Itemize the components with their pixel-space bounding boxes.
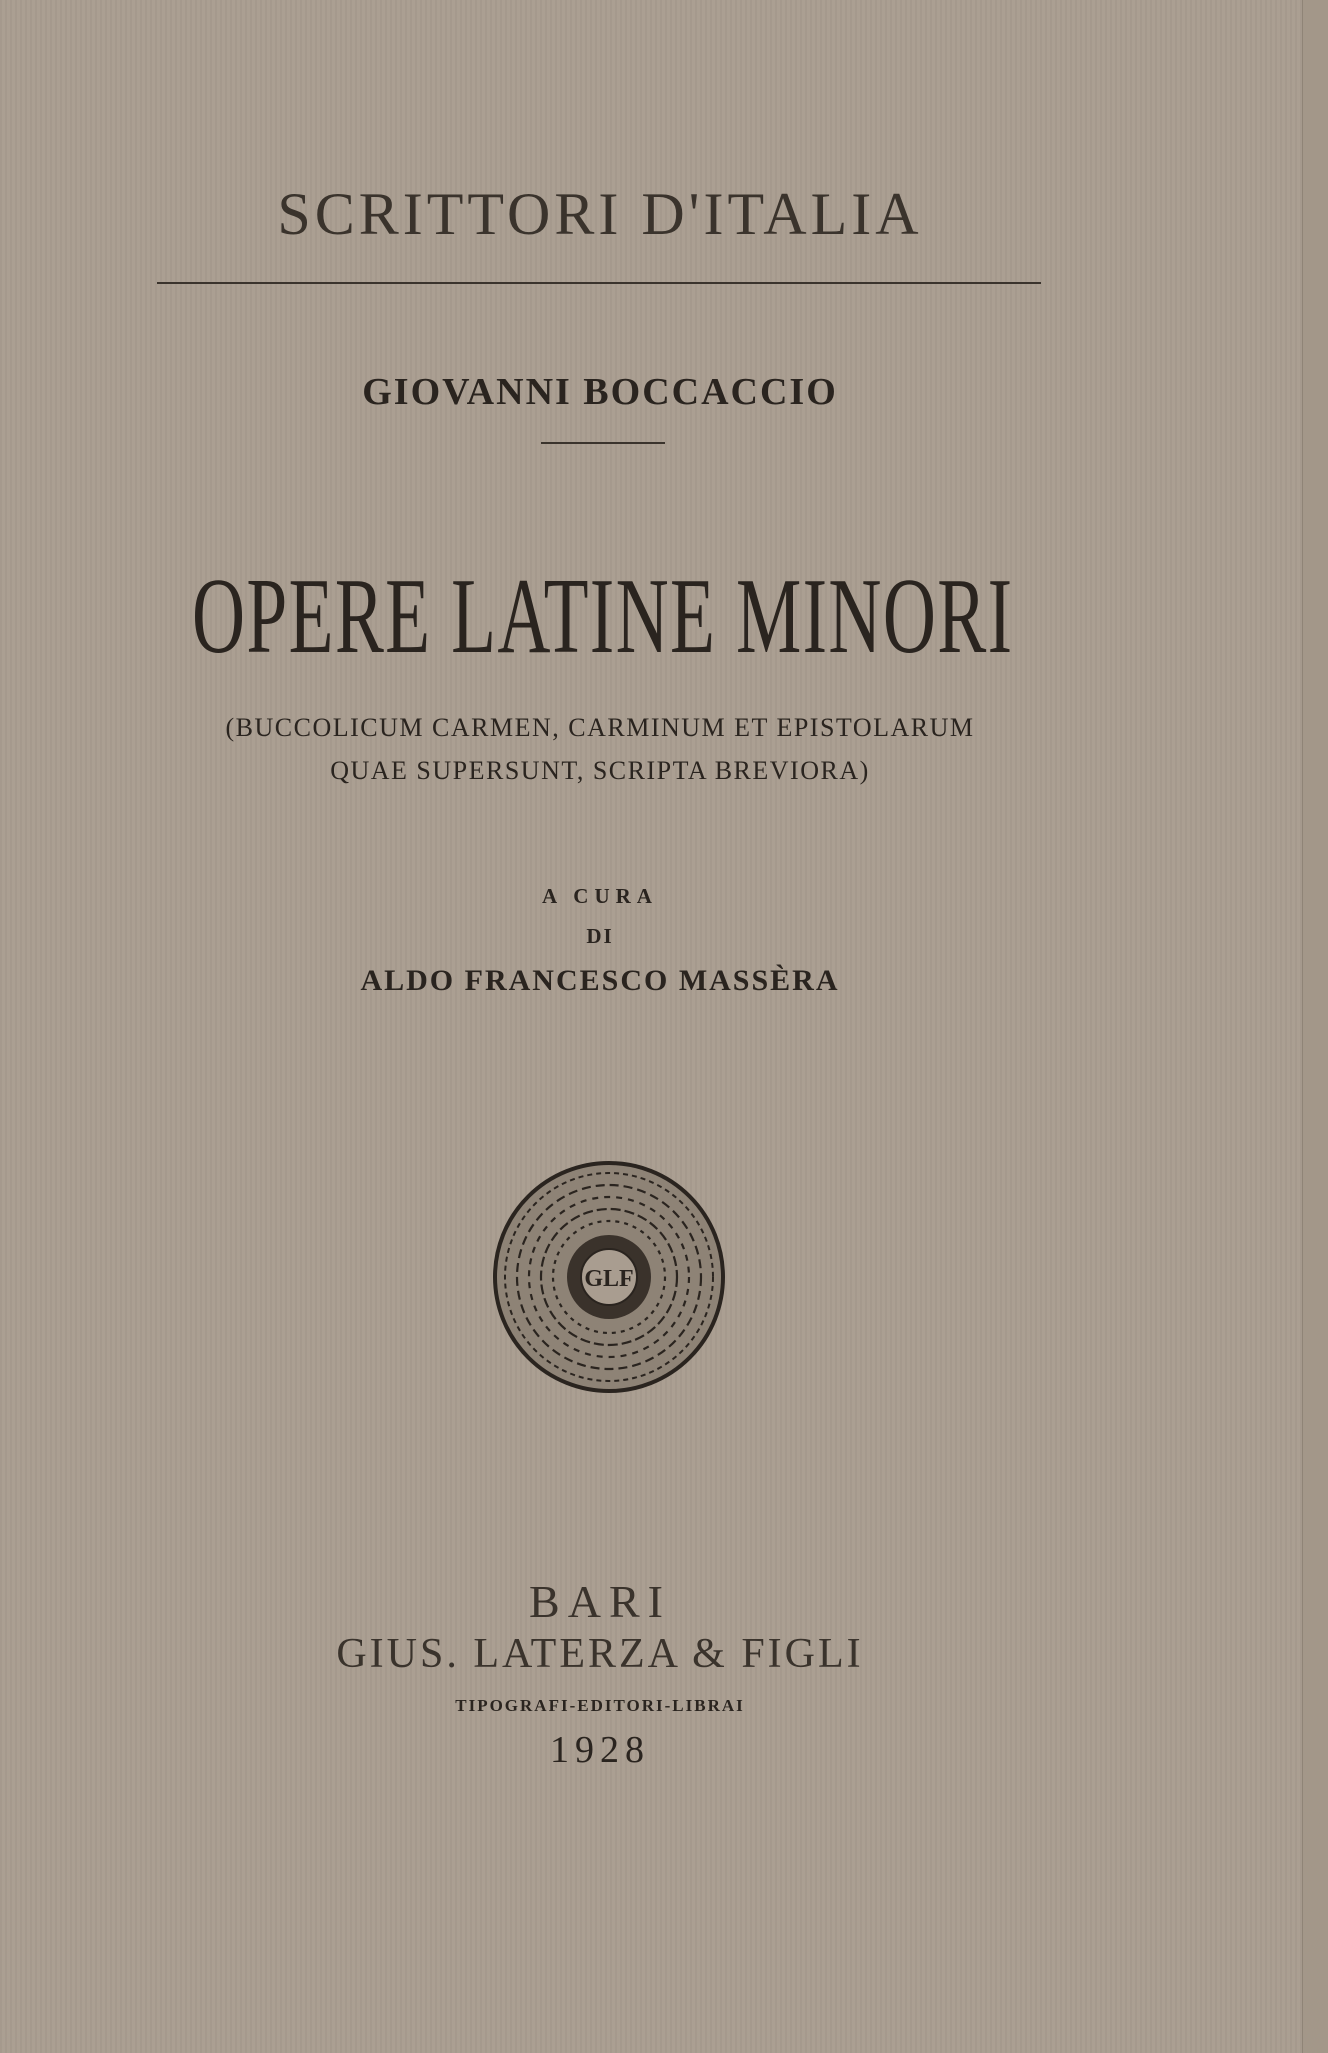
publication-year: 1928: [550, 1729, 650, 1771]
author-divider: [541, 442, 665, 444]
author-name: GIOVANNI BOCCACCIO: [362, 371, 838, 413]
editor-name: ALDO FRANCESCO MASSÈRA: [360, 964, 840, 997]
edited-by-di: DI: [586, 924, 614, 948]
publisher-seal-icon: [491, 1159, 727, 1395]
page-edge: [1302, 0, 1328, 2053]
publication-place: BARI: [529, 1576, 671, 1627]
series-title: SCRITTORI D'ITALIA: [277, 181, 923, 247]
subtitle-line-2: QUAE SUPERSUNT, SCRIPTA BREVIORA): [330, 756, 870, 785]
seal-monogram: GLF: [584, 1266, 634, 1292]
publisher-name: GIUS. LATERZA & FIGLI: [336, 1631, 864, 1677]
book-title: OPERE LATINE MINORI: [192, 557, 1014, 676]
edited-by-label: A CURA: [542, 884, 658, 908]
series-divider: [157, 282, 1041, 284]
subtitle-line-1: (BUCCOLICUM CARMEN, CARMINUM ET EPISTOLARUM: [225, 713, 975, 742]
publisher-tagline: TIPOGRAFI-EDITORI-LIBRAI: [455, 1696, 745, 1715]
